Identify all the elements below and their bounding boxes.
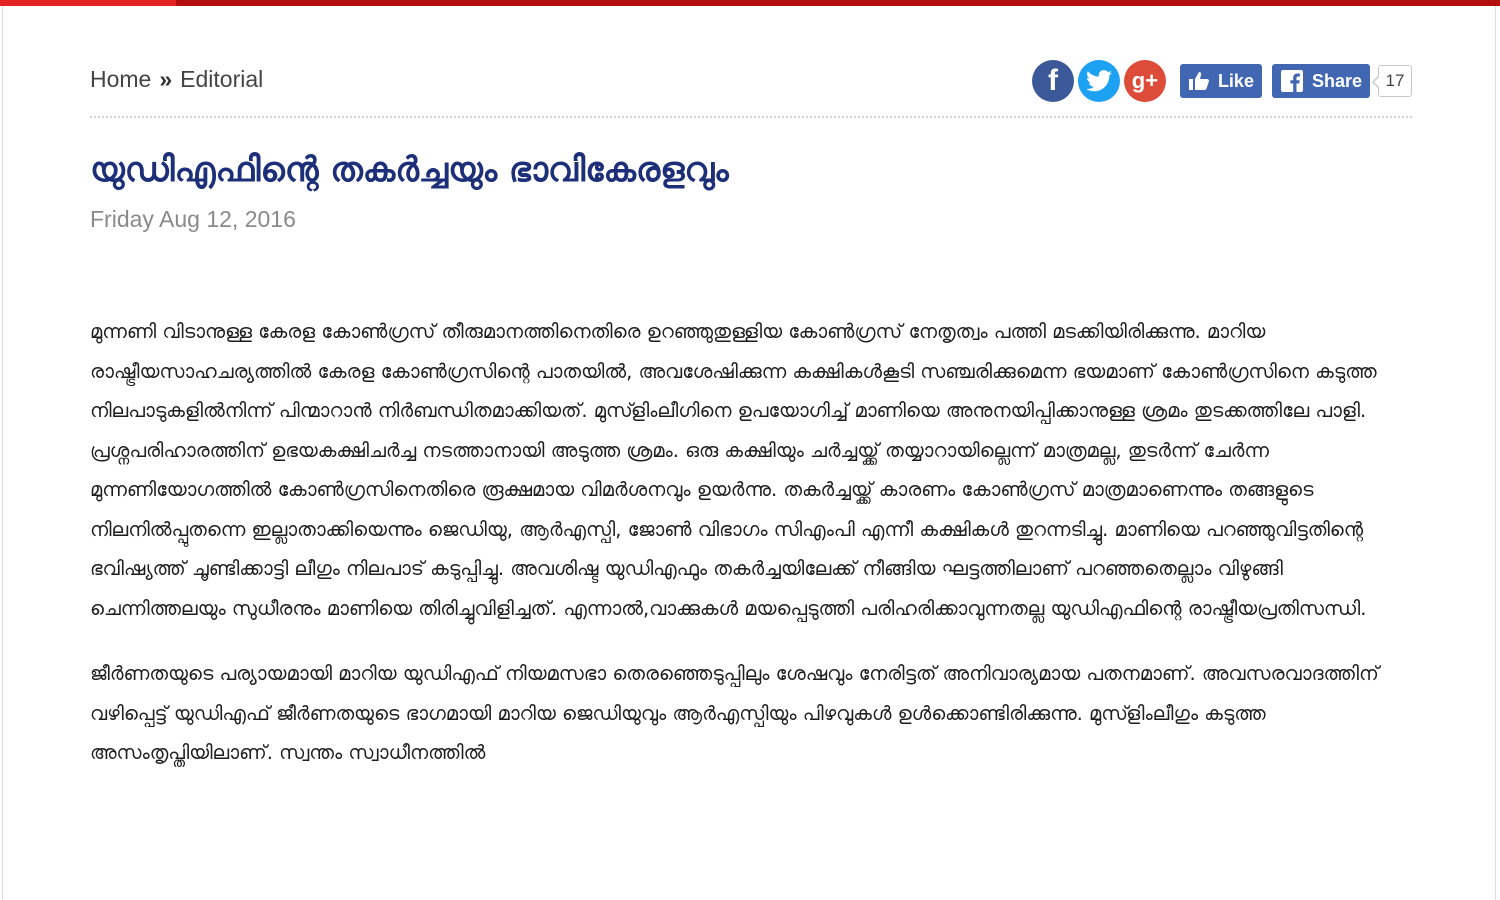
facebook-icon-glyph: f: [1047, 64, 1058, 97]
google-plus-icon-label: g+: [1131, 68, 1159, 93]
article-body: [90, 312, 1415, 799]
article-paragraph-2: ജീര്‍ണതയുടെ പര്യായമായി മാറിയ യുഡിഎഫ് നിയമസഭാ തെരഞ്ഞെടുപ്പിലും ശേഷവും നേരിട്ടത് അനിവാര്യമായ പതനമാണ്. അവസരവാദത്തിന് വഴിപ്പെട്ട് യുഡിഎഫ് ജീര്‍ണതയുടെ ഭാഗമായി മാറിയ ജെഡിയുവും ആര്‍എസ്പിയും പിഴവുകള്‍ ഉള്‍ക്കൊണ്ടിരിക്കുന്നു. മുസ്ളിംലീഗും കടുത്ത അസംതൃപ്തിയിലാണ്. സ്വന്തം സ്വാധീനത്തില്‍: [90, 662, 1379, 764]
facebook-share-button[interactable]: [1272, 64, 1370, 98]
thumbs-up-icon: [1188, 71, 1210, 91]
breadcrumb-editorial-link[interactable]: Editorial: [180, 66, 264, 92]
twitter-icon[interactable]: [1078, 60, 1120, 102]
article-date: Friday Aug 12, 2016: [90, 206, 296, 232]
twitter-bird-icon: [1086, 70, 1112, 92]
share-count: 17: [1385, 71, 1405, 90]
facebook-icon[interactable]: [1032, 60, 1074, 102]
share-label: Share: [1311, 70, 1362, 91]
facebook-like-button[interactable]: [1180, 64, 1262, 98]
article-header-row: [90, 56, 1412, 106]
article-title: യുഡിഎഫിന്റെ തകര്‍ച്ചയും ഭാവികേരളവും: [90, 150, 729, 190]
like-label: Like: [1217, 70, 1254, 91]
breadcrumb: [90, 66, 263, 93]
facebook-square-icon: [1280, 69, 1304, 93]
breadcrumb-home-link[interactable]: Home: [90, 66, 152, 92]
breadcrumb-separator: »: [159, 66, 173, 92]
share-count-badge: [1378, 65, 1412, 97]
google-plus-icon[interactable]: [1124, 60, 1166, 102]
article-paragraph-1: മുന്നണി വിടാനുള്ള കേരള കോണ്‍ഗ്രസ് തീരുമാനത്തിനെതിരെ ഉറഞ്ഞുതുള്ളിയ കോണ്‍ഗ്രസ് നേതൃത്വം പത്തി മടക്കിയിരിക്കുന്നു. മാറിയ രാഷ്ട്രീയസാഹചര്യത്തില്‍ കേരള കോണ്‍ഗ്രസിന്റെ പാതയില്‍, അവശേഷിക്കുന്ന കക്ഷികള്‍കൂടി സഞ്ചരിക്കുമെന്ന ഭയമാണ് കോണ്‍ഗ്രസിനെ കടുത്ത നിലപാടുകളില്‍നിന്ന് പിന്മാറാന്‍ നിര്‍ബന്ധിതമാക്കിയത്. മുസ്ളിംലീഗിനെ ഉപയോഗിച്ച് മാണിയെ അനുനയിപ്പിക്കാനുള്ള ശ്രമം തുടക്കത്തിലേ പാളി. പ്രശ്നപരിഹാരത്തിന് ഉഭയകക്ഷിചര്‍ച്ച നടത്താനായി അടുത്ത ശ്രമം. ഒരു കക്ഷിയും ചര്‍ച്ചയ്ക്ക് തയ്യാറായില്ലെന്ന് മാത്രമല്ല, തുടര്‍ന്ന് ചേര്‍ന്ന മുന്നണിയോഗത്തില്‍ കോണ്‍ഗ്രസിനെതിരെ രൂക്ഷമായ വിമര്‍ശനവും ഉയര്‍ന്നു. തകര്‍ച്ചയ്ക്ക് കാരണം കോണ്‍ഗ്രസ് മാത്രമാണെന്നും തങ്ങളുടെ നിലനില്‍പ്പുതന്നെ ഇല്ലാതാക്കിയെന്നും ജെഡിയു, ആര്‍എസ്പി, ജോണ്‍ വിഭാഗം സിഎംപി എന്നീ കക്ഷികള്‍ തുറന്നടിച്ചു. മാണിയെ പറഞ്ഞുവിട്ടതിന്റെ ഭവിഷ്യത്ത് ചൂണ്ടിക്കാട്ടി ലീഗും നിലപാട് കടുപ്പിച്ചു. അവശിഷ്ട യുഡിഎഫും തകര്‍ച്ചയിലേക്ക് നീങ്ങിയ ഘട്ടത്തിലാണ് പറഞ്ഞതെല്ലാം വിഴുങ്ങി ചെന്നിത്തലയും സുധീരനും മാണിയെ തിരിച്ചുവിളിച്ചത്. എന്നാല്‍,വാക്കുകള്‍ മയപ്പെടുത്തി പരിഹരിക്കാവുന്നതല്ല യുഡിഎഫിന്റെ രാഷ്ട്രീയപ്രതിസന്ധി.: [90, 320, 1377, 620]
header-divider: [90, 116, 1412, 118]
social-share-bar: [1032, 56, 1412, 106]
